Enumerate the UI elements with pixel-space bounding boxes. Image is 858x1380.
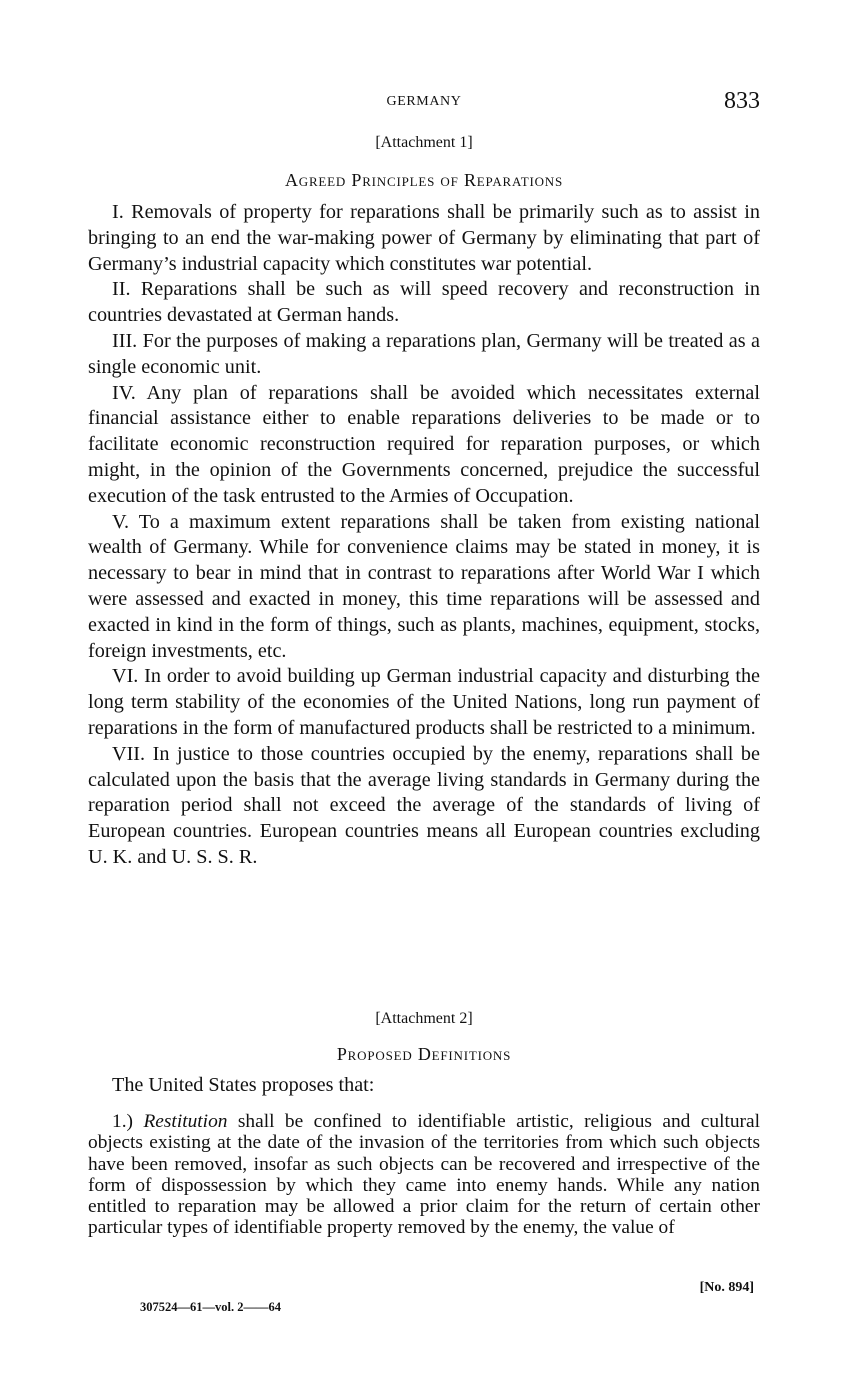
attachment-1-label: [Attachment 1] (375, 134, 473, 151)
attachment-2-title: Proposed Definitions (336, 1044, 512, 1064)
definition-item-1 (88, 1111, 760, 1239)
running-title: GERMANY (386, 94, 462, 109)
attachment-1-body (88, 200, 760, 871)
definition-term: Restitution (143, 1111, 228, 1132)
definition-number: 1.) (112, 1111, 134, 1132)
running-head (88, 88, 760, 118)
principle-paragraph-7: VII. In justice to those countries occupied by the enemy, reparations shall be calculated upon the basis that the average living standards in Germany during the reparation period shall not exceed the average of the standards of living of European countries. European countries means all European countries excluding U. K. and U. S. S. R. (88, 742, 760, 868)
principle-paragraph-3: III. For the purposes of making a reparations plan, Germany will be treated as a single economic unit. (88, 329, 760, 378)
principle-paragraph-5: V. To a maximum extent reparations shall be taken from existing national wealth of Germany. While for convenience claims may be stated in money, it is necessary to bear in mind that in contrast to reparations after World War I which were assessed and exacted in money, this time reparations will be assessed and exacted in kind in the form of things, such as plants, machines, equipment, stocks, foreign investments, etc. (88, 510, 760, 662)
attachment-2-label: [Attachment 2] (375, 1010, 473, 1027)
print-code: 307524—61—vol. 2——64 (140, 1300, 281, 1314)
attachment-2-body (88, 1111, 760, 1239)
principle-paragraph-1: I. Removals of property for reparations shall be primarily such as to assist in bringing to an end the war-making power of Germany by eliminating that part of Germany’s industrial capacity which constitutes war potential. (88, 201, 760, 275)
principle-paragraph-6: VI. In order to avoid building up German industrial capacity and disturbing the long term stability of the economies of the United Nations, long run payment of reparations in the form of manufactured products shall be restricted to a minimum. (88, 665, 760, 739)
attachment-2-intro: The United States proposes that: (112, 1074, 375, 1096)
document-number: [No. 894] (699, 1280, 754, 1295)
definition-text: shall be confined to identifiable artistic, religious and cultural objects existing at the date of the invasion of the territories from which such objects have been removed, insofar as such objects can be recovered and irrespective of the form of dispossession by which they came into enemy hands. While any nation entitled to reparation may be allowed a prior claim for the return of certain other particular types of identifiable property removed by the enemy, the value of (88, 1111, 760, 1239)
attachment-1-title: Agreed Principles of Reparations (284, 170, 564, 190)
page-number: 833 (724, 88, 760, 114)
principle-paragraph-2: II. Reparations shall be such as will speed recovery and reconstruction in countries devastated at German hands. (88, 278, 760, 327)
principle-paragraph-4: IV. Any plan of reparations shall be avoided which necessitates external financial assistance either to enable reparations deliveries to be made or to facilitate economic reconstruction required for reparation purposes, or which might, in the opinion of the Governments concerned, prejudice the successful execution of the task entrusted to the Armies of Occupation. (88, 381, 760, 507)
